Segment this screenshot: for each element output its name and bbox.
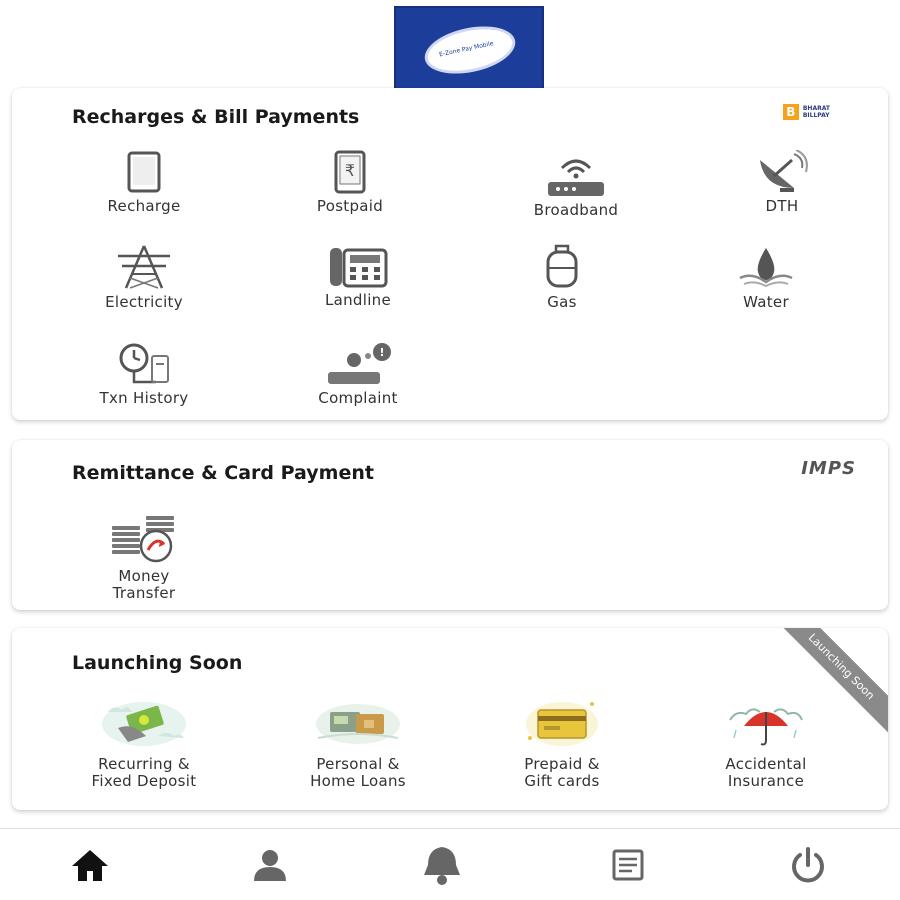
tile-label-line1: Accidental — [725, 755, 807, 773]
telephone-icon — [326, 244, 390, 288]
logo-ellipse — [420, 19, 519, 81]
nav-logout[interactable] — [784, 845, 832, 885]
money-transfer-icon — [104, 514, 184, 564]
tablet-icon — [122, 150, 166, 194]
tile-label-line1: Personal & — [316, 755, 400, 773]
tile-water[interactable] — [686, 244, 846, 311]
launching-soon-ribbon: Launching Soon — [772, 628, 888, 736]
app-header — [0, 0, 900, 100]
tile-label-line1: Recurring & — [98, 755, 190, 773]
tile-label-line2: Fixed Deposit — [91, 772, 197, 790]
svg-text:!: ! — [379, 346, 385, 359]
nav-reports[interactable] — [604, 845, 652, 885]
svg-text:₹: ₹ — [344, 161, 356, 180]
postpaid-bill-icon — [328, 150, 372, 194]
remittance-card — [12, 440, 888, 610]
loan-icon — [308, 692, 408, 752]
power-icon — [786, 845, 830, 885]
tile-postpaid[interactable] — [270, 150, 430, 215]
tile-electricity[interactable] — [64, 244, 224, 311]
tile-broadband[interactable] — [496, 150, 656, 219]
tile-label-line2: Home Loans — [310, 772, 406, 790]
gift-card-icon — [512, 692, 612, 752]
tile-insurance[interactable] — [686, 692, 846, 790]
tile-label: Postpaid — [316, 197, 384, 215]
tile-label: Broadband — [533, 201, 619, 219]
umbrella-icon — [716, 692, 816, 752]
bharat-billpay-text: BHARAT BILLPAY — [802, 105, 830, 119]
tile-dth[interactable] — [702, 150, 862, 215]
remittance-title: Remittance & Card Payment — [72, 462, 374, 484]
complaint-user-icon — [324, 342, 392, 386]
launching-card — [12, 628, 888, 810]
tile-label: DTH — [765, 197, 799, 215]
satellite-dish-icon — [754, 150, 810, 194]
logo-text: E-Zone Pay Mobile — [438, 40, 495, 59]
tile-complaint[interactable] — [278, 342, 438, 407]
tile-gas[interactable] — [482, 244, 642, 311]
water-drop-icon — [734, 244, 798, 290]
bharat-billpay-letter: B — [783, 104, 799, 120]
tile-landline[interactable] — [278, 244, 438, 309]
tile-deposit[interactable] — [64, 692, 224, 790]
tile-label-line2: Transfer — [112, 584, 176, 602]
app-logo — [394, 6, 544, 92]
tile-label: Water — [743, 293, 789, 311]
tile-label: Landline — [324, 291, 392, 309]
tile-label-line1: Money — [118, 567, 170, 585]
nav-profile[interactable] — [246, 845, 294, 885]
bell-icon — [418, 843, 466, 887]
deposit-icon — [94, 692, 194, 752]
tile-money-transfer[interactable] — [64, 514, 224, 602]
tile-label: Txn History — [99, 389, 189, 407]
gas-cylinder-icon — [540, 244, 584, 290]
bottom-nav — [0, 828, 900, 900]
tile-label-line2: Insurance — [727, 772, 805, 790]
imps-logo: IMPS — [801, 458, 856, 479]
tile-gift-cards[interactable] — [482, 692, 642, 790]
tile-loans[interactable] — [278, 692, 438, 790]
tile-label: Gas — [547, 293, 577, 311]
nav-home[interactable] — [66, 845, 114, 885]
tile-label-line1: Prepaid & — [524, 755, 600, 773]
tile-label: Recharge — [107, 197, 181, 215]
report-icon — [606, 847, 650, 883]
launching-title: Launching Soon — [72, 652, 243, 674]
tile-label: Electricity — [105, 293, 183, 311]
profile-icon — [248, 847, 292, 883]
tile-recharge[interactable] — [64, 150, 224, 215]
clock-history-icon — [112, 342, 176, 386]
bharat-billpay-logo — [783, 104, 830, 120]
recharges-card — [12, 88, 888, 420]
nav-notifications[interactable] — [418, 845, 466, 885]
recharges-title: Recharges & Bill Payments — [72, 106, 360, 128]
power-tower-icon — [112, 244, 176, 290]
tile-label: Complaint — [318, 389, 398, 407]
router-icon — [544, 150, 608, 198]
tile-label-line2: Gift cards — [524, 772, 600, 790]
home-icon — [68, 847, 112, 883]
tile-txn-history[interactable] — [64, 342, 224, 407]
